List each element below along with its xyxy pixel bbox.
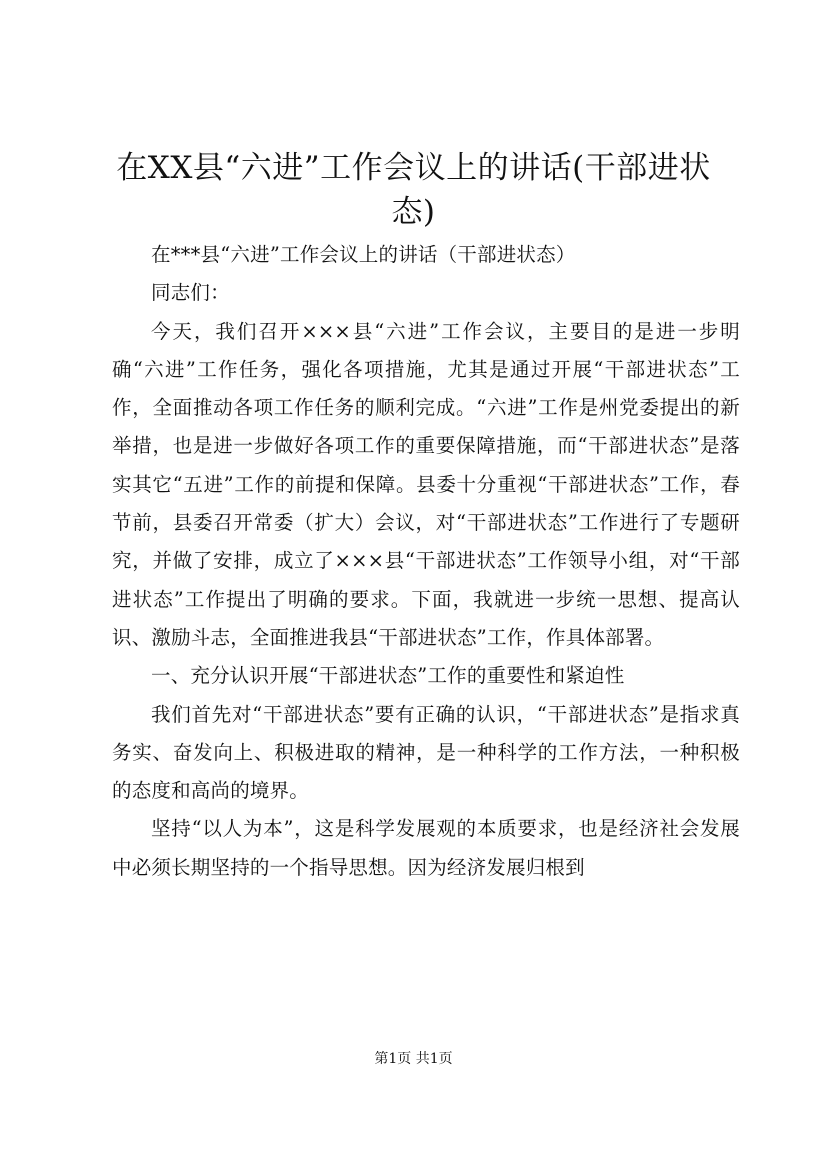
salutation-paragraph: 同志们： xyxy=(151,281,230,305)
document-body xyxy=(112,236,740,887)
body-paragraph: 今天，我们召开×××县“六进”工作会议，主要目的是进一步明确“六进”工作任务，强化各项措施，尤其是通过开展“干部进状态”工作，全面推动各项工作任务的顺利完成。“六进”工作是州党委提出的新举措，也是进一步做好各项工作的重要保障措施，而“干部进状态”是落实其它“五进”工作的前提和保障。县委十分重视“干部进状态”工作，春节前，县委召开常委（扩大）会议，对“干部进状态”工作进行了专题研究，并做了安排，成立了×××县“干部进状态”工作领导小组，对“干部进状态”工作提出了明确的要求。下面，我就进一步统一思想、提高认识、激励斗志，全面推进我县“干部进状态”工作，作具体部署。 xyxy=(112,319,740,649)
document-title: 在XX县“六进”工作会议上的讲话(干部进状态) xyxy=(116,150,711,230)
body-paragraph: 我们首先对“干部进状态”要有正确的认识，“干部进状态”是指求真务实、奋发向上、积极进取的精神，是一种科学的工作方法，一种积极的态度和高尚的境界。 xyxy=(112,702,740,803)
body-paragraph: 坚持“以人为本”，这是科学发展观的本质要求，也是经济社会发展中必须长期坚持的一个指导思想。因为经济发展归根到 xyxy=(112,817,740,879)
subtitle-paragraph: 在***县“六进”工作会议上的讲话（干部进状态） xyxy=(151,243,576,266)
section-heading: 一、充分认识开展“干部进状态”工作的重要性和紧迫性 xyxy=(151,664,625,688)
page-footer: 第1页 共1页 xyxy=(374,1051,453,1067)
